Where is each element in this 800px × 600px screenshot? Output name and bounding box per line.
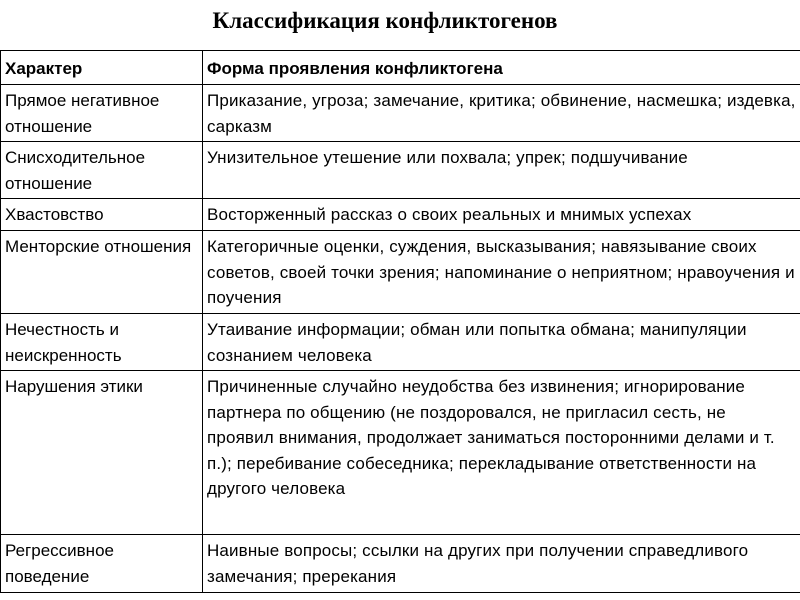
column-header-character: Характер xyxy=(1,51,203,85)
row-character: Регрессивное поведение xyxy=(1,535,203,593)
row-character: Нарушения этики xyxy=(1,371,203,535)
row-character: Нечестность и неискренность xyxy=(1,314,203,371)
table-row xyxy=(1,142,800,199)
row-form: Наивные вопросы; ссылки на других при получении справедливого замечания; пререкания xyxy=(203,535,800,593)
conflictogen-table xyxy=(0,50,800,593)
row-character: Прямое негативное отношение xyxy=(1,85,203,142)
row-character: Менторские отношения xyxy=(1,231,203,314)
row-form: Унизительное утешение или похвала; упрек; подшучивание xyxy=(203,142,800,199)
row-form: Причиненные случайно неудобства без извинения; игнорирование партнера по общению (не поздоровался, не пригласил сесть, не проявил внимания, продолжает заниматься посторонними делами и т. п.); перебивание собеседника; перекладывание ответственности на другого человека xyxy=(203,371,800,535)
row-form: Категоричные оценки, суждения, высказывания; навязывание своих советов, своей точки зрения; напоминание о неприятном; нравоучения и поучения xyxy=(203,231,800,314)
row-form: Восторженный рассказ о своих реальных и мнимых успехах xyxy=(203,199,800,231)
table-row xyxy=(1,535,800,593)
row-character: Хвастовство xyxy=(1,199,203,231)
page-title: Классификация конфликтогенов xyxy=(212,8,558,33)
row-form: Утаивание информации; обман или попытка обмана; манипуляции сознанием человека xyxy=(203,314,800,371)
table-row xyxy=(1,314,800,371)
table-header-row xyxy=(1,51,800,85)
table-row xyxy=(1,199,800,231)
column-header-form: Форма проявления конфликтогена xyxy=(203,51,800,85)
table-row xyxy=(1,371,800,535)
table-row xyxy=(1,85,800,142)
row-character: Снисходительное отношение xyxy=(1,142,203,199)
table-row xyxy=(1,231,800,314)
row-form: Приказание, угроза; замечание, критика; обвинение, насмешка; издевка, сарказм xyxy=(203,85,800,142)
